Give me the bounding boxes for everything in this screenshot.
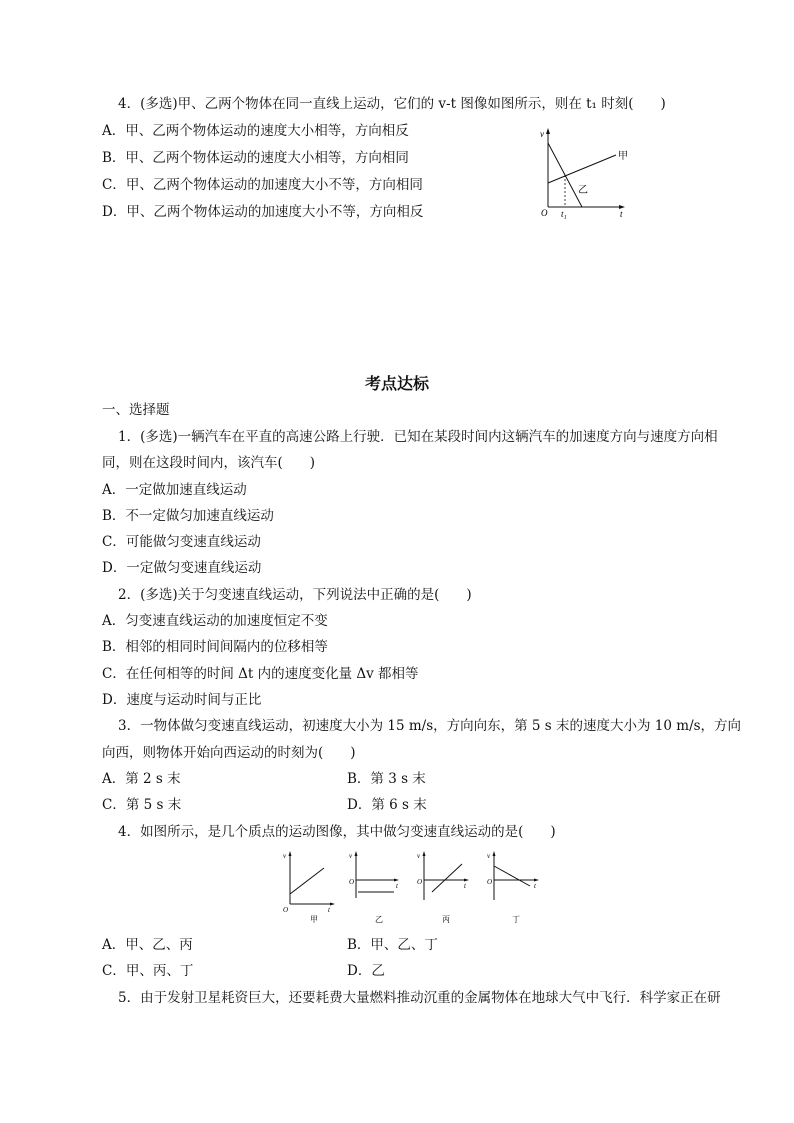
q5-stem: 5．由于发射卫星耗资巨大，还要耗费大量燃料推动沉重的金属物体在地球大气中飞行．科学家正在研	[118, 990, 721, 1006]
q2-option-c: C．在任何相等的时间 Δt 内的速度变化量 Δv 都相等	[102, 666, 419, 682]
q1-stem-line1: 1．(多选)一辆汽车在平直的高速公路上行驶．已知在某段时间内这辆汽车的加速度方向与速度方向相	[118, 429, 718, 445]
q4-top-option-b: B．甲、乙两个物体运动的速度大小相等，方向相同	[102, 150, 409, 166]
q1-option-b: B．不一定做匀加速直线运动	[102, 508, 274, 524]
svg-text:t: t	[328, 906, 330, 914]
svg-text:v: v	[283, 852, 287, 860]
vt-graph-jia-yi	[532, 125, 632, 220]
graph-ding	[484, 848, 544, 928]
q4-top-option-d: D．甲、乙两个物体运动的加速度大小不等，方向相反	[102, 204, 424, 220]
q4-top-option-c: C．甲、乙两个物体运动的加速度大小不等，方向相同	[102, 177, 423, 193]
svg-text:O: O	[283, 906, 289, 914]
caption-jia: 甲	[310, 915, 318, 924]
q4-option-c: C．甲、丙、丁	[102, 963, 194, 979]
jia-line	[548, 155, 616, 183]
q2-option-d: D．速度与运动时间与正比	[102, 692, 262, 708]
q4-option-a: A．甲、乙、丙	[102, 937, 193, 953]
q3-option-c: C．第 5 s 末	[102, 797, 182, 813]
q1-option-d: D．一定做匀变速直线运动	[102, 560, 262, 576]
q2-option-b: B．相邻的相同时间间隔内的位移相等	[102, 639, 328, 655]
graph-bing	[414, 848, 474, 928]
q4-stem: 4．如图所示，是几个质点的运动图像，其中做匀变速直线运动的是( )	[118, 824, 556, 840]
q4-option-b: B．甲、乙、丁	[347, 937, 438, 953]
graph-yi	[346, 848, 406, 928]
svg-text:O: O	[417, 878, 423, 886]
q3-option-d: D．第 6 s 末	[347, 797, 427, 813]
q4-option-d: D．乙	[347, 963, 385, 979]
q4-top-option-a: A．甲、乙两个物体运动的速度大小相等，方向相反	[102, 123, 409, 139]
graph-jia	[280, 848, 340, 928]
svg-text:v: v	[349, 852, 353, 860]
axis-v-label: v	[540, 129, 544, 139]
caption-yi: 乙	[375, 915, 383, 924]
svg-text:v: v	[417, 852, 421, 860]
q2-stem: 2．(多选)关于匀变速直线运动，下列说法中正确的是( )	[118, 587, 472, 603]
svg-text:t: t	[396, 882, 398, 890]
svg-text:O: O	[487, 878, 493, 886]
yi-label: 乙	[578, 185, 588, 196]
part-title: 一、选择题	[102, 402, 170, 418]
q3-stem-line2: 向西，则物体开始向西运动的时刻为( )	[102, 745, 356, 761]
q1-option-c: C．可能做匀变速直线运动	[102, 534, 261, 550]
origin-label: O	[541, 208, 548, 218]
axis-t-label: t	[620, 209, 623, 219]
q3-option-a: A．第 2 s 末	[102, 771, 181, 787]
svg-text:t: t	[464, 882, 466, 890]
caption-ding: 丁	[512, 915, 520, 924]
svg-text:v: v	[487, 852, 491, 860]
q3-stem-line1: 3．一物体做匀变速直线运动，初速度大小为 15 m/s，方向向东，第 5 s 末的速度大小为 10 m/s，方向	[118, 718, 742, 734]
q1-stem-line2: 同，则在这段时间内，该汽车( )	[102, 455, 316, 471]
caption-bing: 丙	[442, 915, 450, 924]
svg-text:t: t	[534, 882, 536, 890]
q1-option-a: A．一定做加速直线运动	[102, 482, 247, 498]
q3-option-b: B．第 3 s 末	[347, 771, 426, 787]
q4-top-stem: 4．(多选)甲、乙两个物体在同一直线上运动，它们的 v-t 图像如图所示，则在 t₁ 时刻( )	[118, 96, 666, 112]
section-title: 考点达标	[364, 374, 429, 393]
q2-option-a: A．匀变速直线运动的加速度恒定不变	[102, 613, 328, 629]
jia-label: 甲	[618, 151, 628, 162]
t1-label: t₁	[561, 209, 567, 219]
svg-text:O: O	[349, 878, 355, 886]
